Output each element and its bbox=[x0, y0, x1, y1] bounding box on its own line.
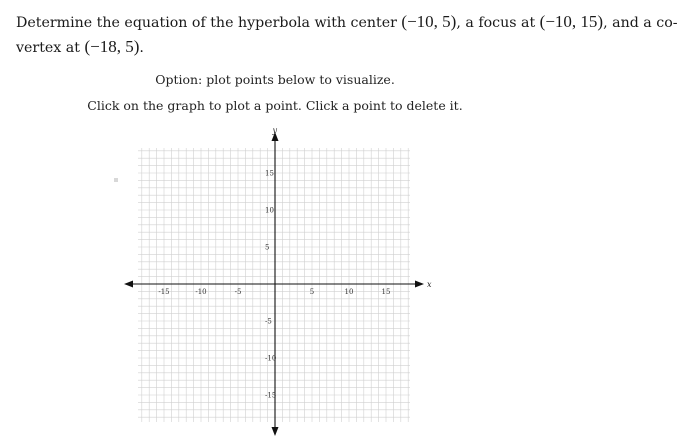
y-tick-label: -15 bbox=[265, 391, 277, 400]
graph-canvas[interactable] bbox=[120, 126, 440, 442]
question-part-4: . bbox=[139, 40, 144, 56]
question-part-2: , a focus at bbox=[456, 15, 540, 31]
x-tick-label: 10 bbox=[344, 288, 354, 296]
covertex-coordinates: (−18, 5) bbox=[84, 37, 140, 56]
option-text: Option: plot points below to visualize. bbox=[155, 72, 395, 87]
instruction-text: Click on the graph to plot a point. Click a point to delete it. bbox=[87, 98, 463, 113]
focus-coordinates: (−10, 15) bbox=[539, 12, 604, 31]
y-axis-label: y bbox=[272, 126, 278, 135]
x-tick-label: 15 bbox=[381, 288, 391, 296]
question-part-3: , and a co-vertex at bbox=[16, 15, 678, 56]
x-tick-label: -10 bbox=[195, 288, 207, 296]
x-tick-label: -5 bbox=[234, 288, 242, 296]
y-tick-label: 10 bbox=[265, 206, 274, 215]
x-tick-label: 5 bbox=[309, 288, 315, 296]
question-text bbox=[16, 10, 681, 60]
x-axis-label: x bbox=[427, 280, 432, 289]
x-axis-right-arrow bbox=[415, 281, 424, 288]
y-tick-label: 15 bbox=[265, 169, 274, 178]
y-tick-label: 5 bbox=[265, 243, 270, 252]
point-plot-graph[interactable] bbox=[120, 126, 440, 442]
y-tick-label: -10 bbox=[265, 354, 277, 363]
y-axis-down-arrow bbox=[272, 427, 279, 436]
center-coordinates: (−10, 5) bbox=[401, 12, 457, 31]
x-tick-label: -15 bbox=[158, 288, 170, 296]
question-part-1: Determine the equation of the hyperbola with center bbox=[16, 15, 402, 31]
focus-marker bbox=[114, 178, 118, 182]
x-axis-left-arrow bbox=[124, 281, 133, 288]
y-tick-label: -5 bbox=[265, 317, 272, 326]
